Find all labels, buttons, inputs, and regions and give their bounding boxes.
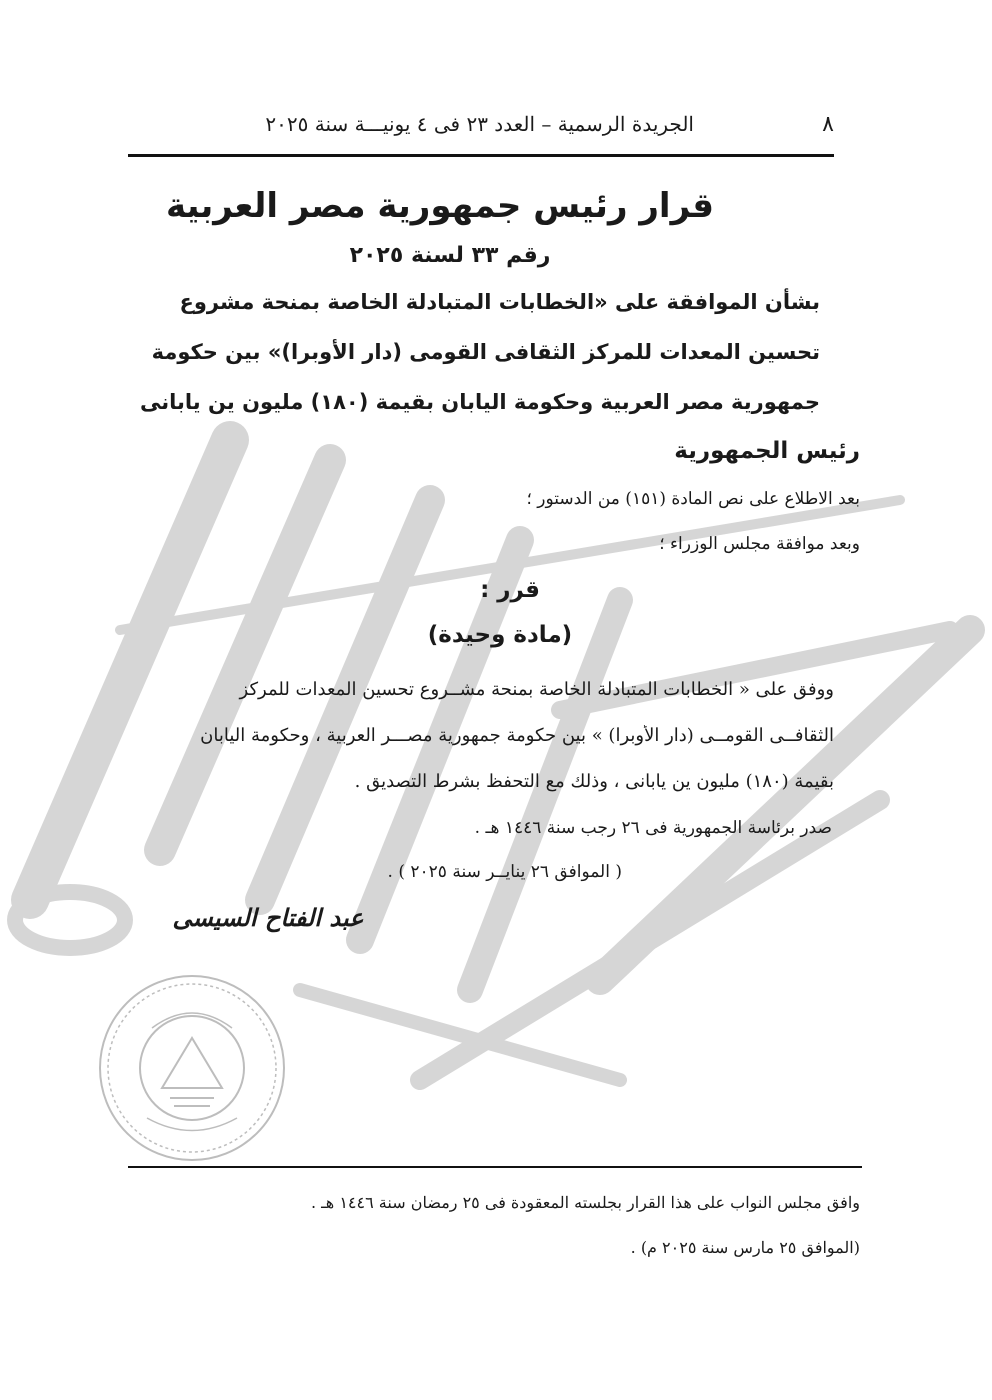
subject-line: تحسين المعدات للمركز الثقافى القومى (دار الأوبرا)» بين حكومة	[151, 340, 820, 364]
header-divider	[128, 154, 834, 157]
page-number: ٨	[822, 112, 834, 137]
subject-line: بشأن الموافقة على «الخطابات المتبادلة الخاصة بمنحة مشروع	[179, 290, 820, 314]
corresponding-date-line: ( الموافق ٢٦ ينايــر سنة ٢٠٢٥ ) .	[387, 862, 622, 882]
footnote-line: (الموافق ٢٥ مارس سنة ٢٠٢٥ م) .	[630, 1238, 860, 1257]
decided-heading: قرر :	[480, 577, 540, 603]
gazette-header-text: الجريدة الرسمية – العدد ٢٣ فى ٤ يونيـــة سنة ٢٠٢٥	[265, 112, 694, 136]
official-seal-icon	[92, 968, 292, 1168]
footnote-line: وافق مجلس النواب على هذا القرار بجلسته المعقودة فى ٢٥ رمضان سنة ١٤٤٦ هـ .	[310, 1193, 860, 1212]
article-heading: (مادة وحيدة)	[427, 622, 573, 648]
subject-line: جمهورية مصر العربية وحكومة اليابان بقيمة (١٨٠) مليون ين يابانى	[140, 390, 820, 414]
decree-number: رقم ٣٣ لسنة ٢٠٢٥	[349, 243, 551, 268]
article-line: ووفق على « الخطابات المتبادلة الخاصة بمنحة مشــروع تحسين المعدات للمركز	[239, 679, 834, 700]
article-line: الثقافــى القومــى (دار الأوبرا) » بين حكومة جمهورية مصـــر العربية ، وحكومة اليابان	[200, 725, 834, 746]
issued-line: صدر برئاسة الجمهورية فى ٢٦ رجب سنة ١٤٤٦ هـ .	[474, 818, 832, 838]
president-signature: عبد الفتاح السيسى	[172, 904, 364, 932]
recital-line: بعد الاطلاع على نص المادة (١٥١) من الدستور ؛	[526, 489, 860, 509]
presidency-heading: رئيس الجمهورية	[674, 438, 860, 464]
recital-line: وبعد موافقة مجلس الوزراء ؛	[659, 534, 860, 554]
page-header	[128, 112, 834, 142]
article-line: بقيمة (١٨٠) مليون ين يابانى ، وذلك مع التحفظ بشرط التصديق .	[354, 771, 834, 792]
footnote-divider	[128, 1166, 862, 1168]
decree-title: قرار رئيس جمهورية مصر العربية	[165, 186, 715, 226]
